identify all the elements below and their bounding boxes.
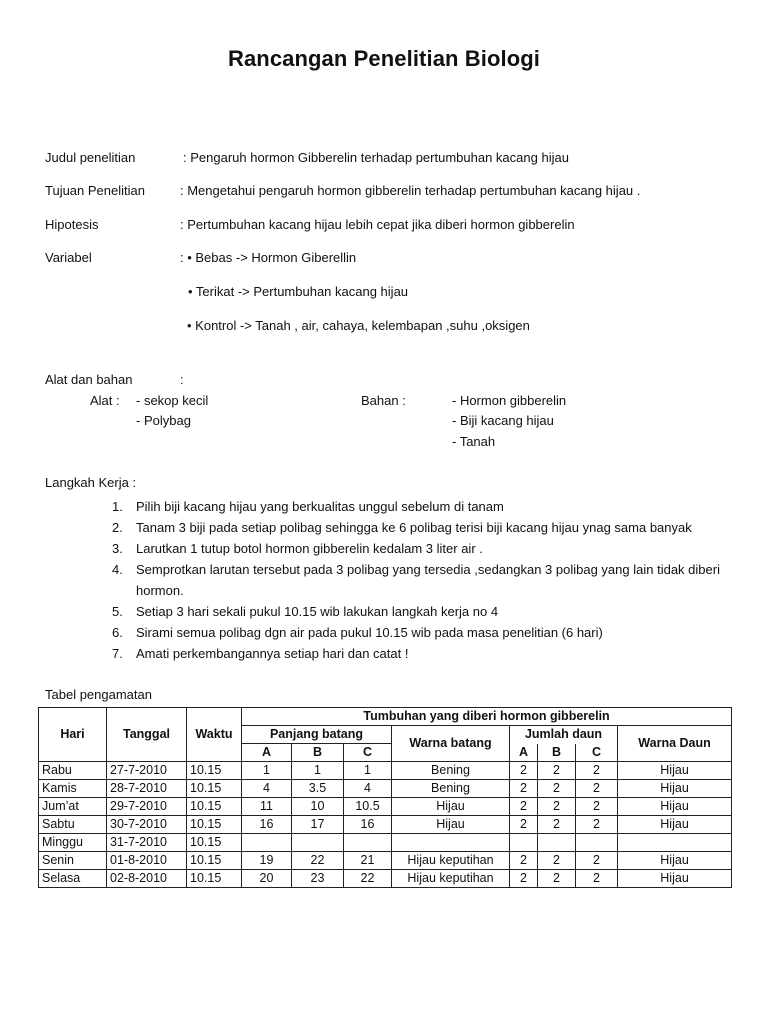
- cell-daun-b: 2: [538, 870, 576, 888]
- list-item: [112, 643, 752, 664]
- cell-panjang-b: 1: [292, 762, 344, 780]
- bahan-label: Bahan :: [361, 393, 406, 408]
- cell-panjang-b: 3.5: [292, 780, 344, 798]
- header-waktu: Waktu: [187, 708, 242, 762]
- cell-warna-daun: Hijau: [618, 870, 732, 888]
- variabel-terikat: • Terikat -> Pertumbuhan kacang hijau: [188, 284, 409, 299]
- cell-warna-daun: Hijau: [618, 762, 732, 780]
- step-number: 7.: [112, 646, 123, 661]
- cell-panjang-b: 23: [292, 870, 344, 888]
- list-item: [112, 496, 752, 517]
- observation-table: [38, 707, 732, 888]
- cell-daun-a: 2: [510, 870, 538, 888]
- cell-daun-c: 2: [576, 780, 618, 798]
- cell-waktu: 10.15: [187, 780, 242, 798]
- table-body: [39, 762, 732, 888]
- cell-waktu: 10.15: [187, 762, 242, 780]
- cell-hari: Senin: [39, 852, 107, 870]
- cell-daun-b: 2: [538, 780, 576, 798]
- cell-daun-c: 2: [576, 816, 618, 834]
- cell-daun-c: 2: [576, 870, 618, 888]
- cell-hari: Jum’at: [39, 798, 107, 816]
- cell-panjang-a: 20: [242, 870, 292, 888]
- cell-warna-batang: [392, 834, 510, 852]
- list-item: [112, 538, 752, 559]
- header-sub-a: A: [242, 744, 292, 762]
- cell-daun-a: 2: [510, 762, 538, 780]
- step-text: Amati perkembangannya setiap hari dan catat !: [136, 646, 409, 661]
- cell-daun-b: 2: [538, 816, 576, 834]
- header-warna-daun: Warna Daun: [618, 726, 732, 762]
- cell-daun-a: 2: [510, 780, 538, 798]
- hipotesis-value: : Pertumbuhan kacang hijau lebih cepat jika diberi hormon gibberelin: [180, 217, 575, 232]
- header-sub-b: B: [538, 744, 576, 762]
- cell-daun-b: 2: [538, 762, 576, 780]
- step-text: Sirami semua polibag dgn air pada pukul 10.15 wib pada masa penelitian (6 hari): [136, 625, 603, 640]
- header-sub-c: C: [576, 744, 618, 762]
- langkah-kerja-list: [112, 496, 752, 664]
- cell-tanggal: 31-7-2010: [107, 834, 187, 852]
- header-sub-c: C: [344, 744, 392, 762]
- cell-tanggal: 27-7-2010: [107, 762, 187, 780]
- cell-panjang-a: 19: [242, 852, 292, 870]
- bahan-item: - Hormon gibberelin: [452, 393, 567, 408]
- list-item: [112, 601, 752, 622]
- header-tanggal: Tanggal: [107, 708, 187, 762]
- cell-panjang-b: 17: [292, 816, 344, 834]
- table-row: [39, 762, 732, 780]
- cell-warna-batang: Hijau: [392, 798, 510, 816]
- header-sub-b: B: [292, 744, 344, 762]
- alat-label: Alat :: [90, 393, 120, 408]
- cell-waktu: 10.15: [187, 816, 242, 834]
- alat-item: - Polybag: [136, 413, 191, 428]
- cell-warna-daun: Hijau: [618, 852, 732, 870]
- cell-waktu: 10.15: [187, 852, 242, 870]
- cell-waktu: 10.15: [187, 870, 242, 888]
- cell-tanggal: 28-7-2010: [107, 780, 187, 798]
- header-group: Tumbuhan yang diberi hormon gibberelin: [242, 708, 732, 726]
- cell-panjang-a: 11: [242, 798, 292, 816]
- cell-panjang-a: [242, 834, 292, 852]
- cell-warna-batang: Hijau: [392, 816, 510, 834]
- cell-tanggal: 01-8-2010: [107, 852, 187, 870]
- step-number: 4.: [112, 562, 123, 577]
- cell-tanggal: 30-7-2010: [107, 816, 187, 834]
- cell-daun-b: 2: [538, 798, 576, 816]
- cell-warna-daun: Hijau: [618, 798, 732, 816]
- judul-value: : Pengaruh hormon Gibberelin terhadap pertumbuhan kacang hijau: [183, 150, 569, 165]
- header-warna-batang: Warna batang: [392, 726, 510, 762]
- cell-waktu: 10.15: [187, 834, 242, 852]
- step-number: 3.: [112, 541, 123, 556]
- cell-daun-b: 2: [538, 852, 576, 870]
- cell-panjang-b: [292, 834, 344, 852]
- cell-daun-c: 2: [576, 852, 618, 870]
- table-row: [39, 852, 732, 870]
- cell-daun-a: [510, 834, 538, 852]
- page-title: Rancangan Penelitian Biologi: [227, 46, 541, 71]
- cell-warna-daun: [618, 834, 732, 852]
- alat-item: - sekop kecil: [136, 393, 209, 408]
- cell-panjang-c: 21: [344, 852, 392, 870]
- cell-warna-batang: Hijau keputihan: [392, 870, 510, 888]
- cell-daun-a: 2: [510, 798, 538, 816]
- langkah-kerja-label: Langkah Kerja :: [45, 475, 137, 490]
- cell-panjang-c: 10.5: [344, 798, 392, 816]
- cell-panjang-b: 22: [292, 852, 344, 870]
- variabel-bebas: : • Bebas -> Hormon Giberellin: [180, 250, 357, 265]
- table-row: [39, 870, 732, 888]
- header-hari: Hari: [39, 708, 107, 762]
- variabel-kontrol: • Kontrol -> Tanah , air, cahaya, kelembapan ,suhu ,oksigen: [187, 318, 530, 333]
- cell-panjang-c: 16: [344, 816, 392, 834]
- variabel-label: Variabel: [45, 250, 92, 265]
- table-caption: Tabel pengamatan: [45, 687, 152, 702]
- cell-panjang-a: 4: [242, 780, 292, 798]
- bahan-item: - Biji kacang hijau: [452, 413, 554, 428]
- cell-daun-c: 2: [576, 762, 618, 780]
- cell-daun-b: [538, 834, 576, 852]
- list-item: [112, 622, 752, 643]
- judul-label: Judul penelitian: [45, 150, 136, 165]
- cell-hari: Selasa: [39, 870, 107, 888]
- tujuan-label: Tujuan Penelitian: [45, 183, 145, 198]
- cell-panjang-c: [344, 834, 392, 852]
- cell-warna-daun: Hijau: [618, 780, 732, 798]
- cell-hari: Sabtu: [39, 816, 107, 834]
- step-text: Tanam 3 biji pada setiap polibag sehingga ke 6 polibag terisi biji kacang hijau ynag sama banyak: [136, 520, 692, 535]
- table-row: [39, 816, 732, 834]
- cell-warna-batang: Hijau keputihan: [392, 852, 510, 870]
- header-panjang-batang: Panjang batang: [242, 726, 392, 744]
- tujuan-value: : Mengetahui pengaruh hormon gibberelin terhadap pertumbuhan kacang hijau .: [180, 183, 641, 198]
- step-text: Semprotkan larutan tersebut pada 3 polibag yang tersedia ,sedangkan 3 polibag yang lain tidak diberi hormon.: [136, 562, 720, 598]
- cell-tanggal: 02-8-2010: [107, 870, 187, 888]
- list-item: [112, 559, 752, 601]
- cell-waktu: 10.15: [187, 798, 242, 816]
- cell-warna-batang: Bening: [392, 762, 510, 780]
- alat-bahan-colon: :: [180, 372, 184, 387]
- bahan-item: - Tanah: [452, 434, 496, 449]
- cell-daun-c: 2: [576, 798, 618, 816]
- step-number: 6.: [112, 625, 123, 640]
- cell-panjang-a: 16: [242, 816, 292, 834]
- alat-bahan-label: Alat dan bahan: [45, 372, 133, 387]
- step-text: Setiap 3 hari sekali pukul 10.15 wib lakukan langkah kerja no 4: [136, 604, 499, 619]
- step-number: 1.: [112, 499, 123, 514]
- cell-tanggal: 29-7-2010: [107, 798, 187, 816]
- header-sub-a: A: [510, 744, 538, 762]
- cell-hari: Rabu: [39, 762, 107, 780]
- cell-daun-a: 2: [510, 816, 538, 834]
- cell-warna-batang: Bening: [392, 780, 510, 798]
- list-item: [112, 517, 752, 538]
- hipotesis-label: Hipotesis: [45, 217, 99, 232]
- cell-panjang-a: 1: [242, 762, 292, 780]
- table-row: [39, 780, 732, 798]
- step-number: 5.: [112, 604, 123, 619]
- step-text: Larutkan 1 tutup botol hormon gibberelin kedalam 3 liter air .: [136, 541, 483, 556]
- cell-panjang-c: 4: [344, 780, 392, 798]
- table-row: [39, 798, 732, 816]
- step-number: 2.: [112, 520, 123, 535]
- cell-warna-daun: Hijau: [618, 816, 732, 834]
- cell-panjang-c: 22: [344, 870, 392, 888]
- step-text: Pilih biji kacang hijau yang berkualitas unggul sebelum di tanam: [136, 499, 504, 514]
- cell-daun-a: 2: [510, 852, 538, 870]
- cell-daun-c: [576, 834, 618, 852]
- table-row: [39, 834, 732, 852]
- cell-panjang-c: 1: [344, 762, 392, 780]
- cell-hari: Kamis: [39, 780, 107, 798]
- header-jumlah-daun: Jumlah daun: [510, 726, 618, 744]
- cell-panjang-b: 10: [292, 798, 344, 816]
- cell-hari: Minggu: [39, 834, 107, 852]
